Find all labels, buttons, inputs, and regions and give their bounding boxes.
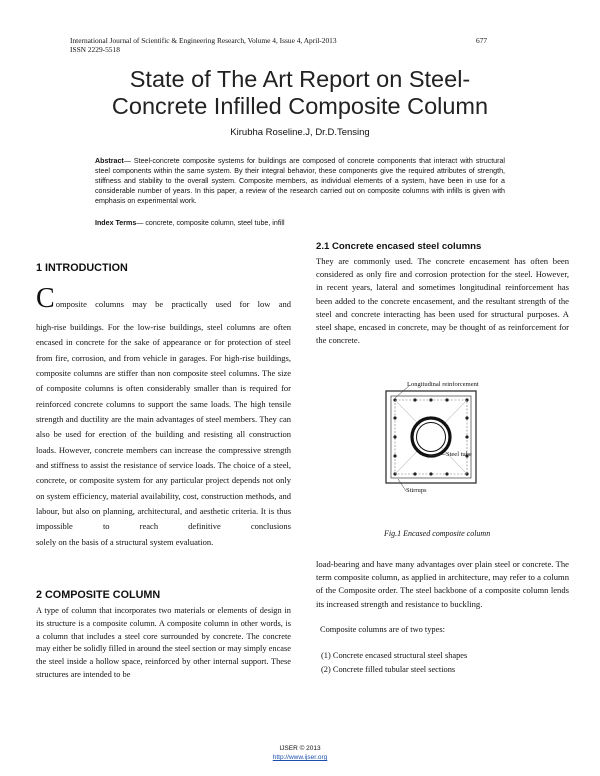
footer-copyright: IJSER © 2013 (279, 745, 321, 752)
leader-bottom (398, 479, 406, 491)
index-terms-label: Index Terms (95, 219, 137, 227)
abstract (95, 156, 505, 206)
section21-body: They are commonly used. The concrete encasement has often been considered as only fire and corrosion protection for the steel. However, in recent years, lateral and sometimes longitudinal reinforcement has been added to the concrete encasement, and the resultant strength of the steel and concrete interacting has been used for structural purposes. A steel shape, encased in concrete, may be thought of as reinforcement for the concrete. (316, 256, 569, 346)
section1-body (36, 284, 291, 550)
index-terms-text: — concrete, composite column, steel tube, infill (136, 219, 285, 227)
figure-label-stirrups: Stirrups (406, 487, 427, 494)
issn: ISSN 2229-5518 (70, 45, 120, 54)
section21-heading: 2.1 Concrete encased steel columns (316, 241, 482, 252)
paper-title (40, 66, 560, 120)
steel-tube-inner (417, 423, 446, 452)
section1-text: high-rise buildings. For the low-rise buildings, steel columns are often encased in concrete for the sake of appearance or for protection of steel from fire, corrosion, and from vehicle in garages. For high-rise buildings, composite columns are stiffer than non composite steel columns. The size of composite columns is often considerably smaller than is required for reinforced concrete columns to support the same loads. The high tensile strength and ductility are the main advantages of steel members. They can also be used for erection of the building and resisting all construction loads. However, concrete members can increase the compressive strength and stiffness to assist the resistance of service loads. The choice of a steel, concrete, or composite system for any particular project depends not only on system efficiency, material availability, cost, construction methods, and labour, but also on planning, architectural, and aesthetic criteria. It is thus impossible to reach definitive conclusions (36, 322, 291, 532)
figure-label-longitudinal: Longitudinal reinforcement (407, 381, 479, 388)
section2-heading: 2 COMPOSITE COLUMN (36, 589, 161, 601)
types-intro: Composite columns are of two types: (320, 625, 445, 634)
encased-column-figure (380, 383, 520, 503)
section1-first-line: omposite columns may be practically used for low and (55, 299, 291, 309)
drop-cap: C (36, 284, 55, 314)
section1-last-line: solely on the basis of a structural system evaluation. (36, 536, 214, 547)
figure-caption: Fig.1 Encased composite column (384, 529, 491, 538)
section1-heading: 1 INTRODUCTION (36, 262, 128, 274)
title-line-1: State of The Art Report on Steel- (129, 66, 471, 92)
type-item-2: (2) Concrete filled tubular steel sections (321, 665, 456, 674)
index-terms (95, 219, 505, 227)
abstract-label: Abstract (95, 157, 124, 165)
figure-label-steel-tube: Steel tube (446, 451, 472, 458)
continued-body: load-bearing and have many advantages over plain steel or concrete. The term composite column, as applied in architecture, may refer to a column of the Composite order. The steel backbone of a composite column lends its increased strength and resistance to buckling. (316, 559, 569, 609)
journal-header: International Journal of Scientific & Engineering Research, Volume 4, Issue 4, April-2013 (70, 36, 337, 45)
type-item-1: (1) Concrete encased structural steel shapes (321, 651, 468, 660)
title-line-2: Concrete Infilled Composite Column (111, 93, 489, 119)
footer-url-link[interactable]: http://www.ijser.org (272, 754, 328, 761)
page-number: 677 (476, 36, 488, 45)
abstract-text: — Steel-concrete composite systems for buildings are composed of concrete components that interact with structural steel components within the same system. By their integral behavior, these components give the required attributes of strength, stiffness and stability to the overall system. Composite members, as individual elements of a system, have been in use for a considerable number of years. In this paper, a review of the research carried out on composite columns with infills is given with emphasis on experimental work. (95, 157, 505, 205)
authors: Kirubha Roseline.J, Dr.D.Tensing (230, 127, 370, 138)
section2-body: A type of column that incorporates two materials or elements of design in its structure is a composite column. A composite column in other words, is a column that includes a steel core surrounded by concrete. The concrete may either be solidly filled in around the steel section or may simply encase the steel inside a hollow space, reinforced by other internal support. These structures are intended to be (36, 606, 291, 679)
